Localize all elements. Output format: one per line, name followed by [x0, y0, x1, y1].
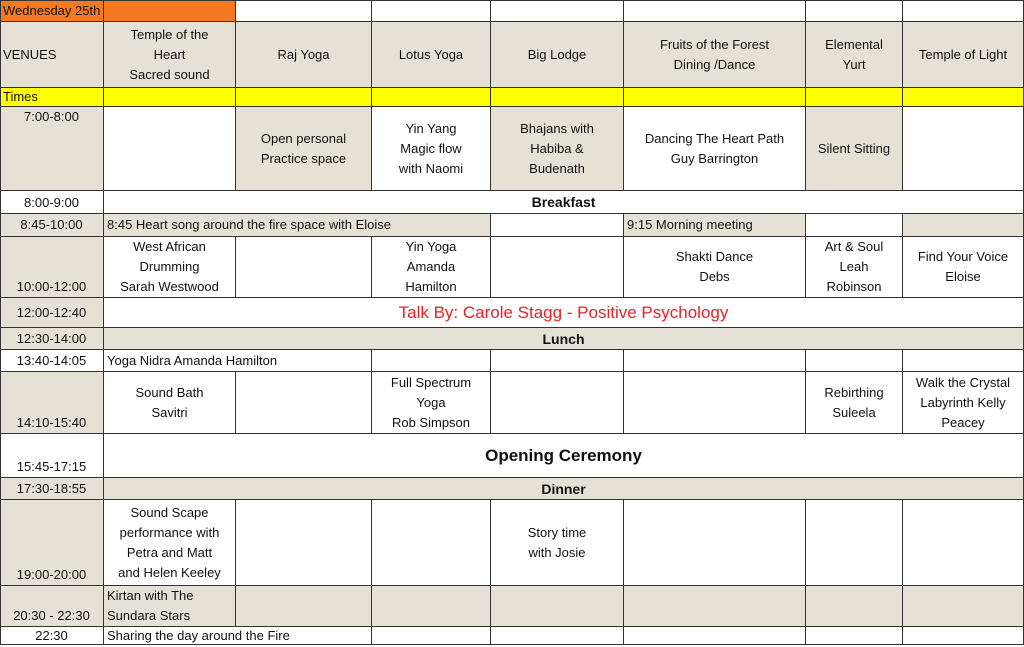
session-fruits-line: Shakti Dance [675, 249, 754, 264]
time-cell: 19:00-20:00 [0, 500, 104, 586]
session-lotus-line: Full Spectrum [390, 374, 472, 390]
time-cell: 14:10-15:40 [0, 372, 104, 434]
session-lodge [491, 500, 624, 586]
session-lodge [491, 372, 624, 434]
session-yurt [806, 372, 903, 434]
session-heart-line: Petra and Matt [126, 544, 213, 560]
session-yurt-line: Robinson [826, 279, 882, 294]
time-cell: 10:00-12:00 [0, 237, 104, 298]
blank-cell [624, 627, 806, 645]
session-lotus [372, 107, 491, 191]
blank-cell [491, 0, 624, 22]
session-lotus [372, 237, 491, 298]
session-lotus-line: Yin Yang [405, 120, 457, 136]
time-cell: 20:30 - 22:30 [0, 586, 104, 627]
session-heart [104, 500, 236, 586]
meal-breakfast: Breakfast [104, 191, 1024, 214]
venue-header-line: Lotus Yoga [398, 46, 464, 62]
time-cell: 12:30-14:00 [0, 328, 104, 350]
venue-header-line: Big Lodge [527, 46, 587, 62]
time-cell: 12:00-12:40 [0, 298, 104, 328]
session-light-line: Labyrinth Kelly [920, 394, 1006, 410]
venue-header [491, 22, 624, 88]
session-lodge-line: Story time [527, 524, 587, 540]
session-fruits: 9:15 Morning meeting [624, 214, 806, 237]
session-lodge-line: with Josie [528, 544, 586, 560]
times-fill [903, 88, 1024, 107]
session-light-line: Find Your Voice [917, 249, 1009, 264]
venue-header [624, 22, 806, 88]
session-raj-line: Open personal [260, 130, 347, 146]
venues-label: VENUES [0, 22, 104, 88]
session-light [903, 237, 1024, 298]
times-fill [624, 88, 806, 107]
session-lodge [491, 237, 624, 298]
session-light [903, 372, 1024, 434]
venue-header [104, 22, 236, 88]
opening-ceremony: Opening Ceremony [104, 434, 1024, 478]
blank-cell [903, 586, 1024, 627]
session-heart-line: Savitri [151, 404, 188, 420]
session-heart-line: West African [133, 239, 206, 254]
blank-cell [624, 0, 806, 22]
times-fill [104, 88, 236, 107]
session-raj-line: Practice space [260, 150, 347, 166]
session-light-line: Peacey [941, 414, 985, 430]
blank-cell [372, 350, 491, 372]
day-label-fill [104, 0, 236, 22]
time-cell: 7:00-8:00 [0, 107, 104, 191]
times-fill [806, 88, 903, 107]
time-cell: 8:45-10:00 [0, 214, 104, 237]
time-cell: 17:30-18:55 [0, 478, 104, 500]
session-lodge-line: Bhajans with [520, 120, 594, 136]
venue-header-line: Temple of the [130, 26, 209, 42]
session-raj [236, 237, 372, 298]
session-lodge-line: Budenath [529, 160, 585, 176]
blank-cell [236, 586, 372, 627]
meal-lunch: Lunch [104, 328, 1024, 350]
session-heart-line: Sound Bath [135, 384, 204, 400]
venue-header-line: Heart [153, 46, 186, 62]
blank-cell [491, 350, 624, 372]
session-light [903, 107, 1024, 191]
session-heart-line: Sundara Stars [107, 608, 191, 623]
time-cell: 8:00-9:00 [0, 191, 104, 214]
venue-header-line: Dining /Dance [673, 56, 756, 72]
session-heart-span: Yoga Nidra Amanda Hamilton [104, 350, 372, 372]
blank-cell [806, 0, 903, 22]
session-lodge-line: Habiba & [530, 140, 584, 156]
session-heart [104, 586, 236, 627]
session-heart [104, 372, 236, 434]
session-heart-line: Drumming [139, 259, 200, 274]
blank-cell [903, 627, 1024, 645]
session-yurt [806, 107, 903, 191]
venue-header [903, 22, 1024, 88]
session-lotus-line: Yin Yoga [405, 239, 457, 254]
times-fill [372, 88, 491, 107]
session-lotus-line: Yoga [416, 394, 446, 410]
venue-header-line: Raj Yoga [277, 46, 330, 62]
session-lotus-line: Rob Simpson [391, 414, 471, 430]
session-lotus-line: Amanda [406, 259, 456, 274]
session-yurt-line: Art & Soul [824, 239, 884, 254]
venue-header [236, 22, 372, 88]
session-light [903, 214, 1024, 237]
blank-cell [372, 586, 491, 627]
session-lotus [372, 372, 491, 434]
meal-dinner: Dinner [104, 478, 1024, 500]
session-fruits-line: Debs [699, 269, 730, 284]
session-heart-line: performance with [119, 524, 220, 540]
times-fill [491, 88, 624, 107]
session-heart-line: Sarah Westwood [120, 279, 219, 294]
venue-header-line: Fruits of the Forest [659, 36, 770, 52]
session-lodge [491, 107, 624, 191]
venue-header-line: Sacred sound [129, 66, 210, 82]
session-fruits-line: Guy Barrington [670, 150, 759, 166]
session-yurt [806, 500, 903, 586]
session-heart [104, 107, 236, 191]
time-cell: 22:30 [0, 627, 104, 645]
blank-cell [624, 586, 806, 627]
times-label: Times [0, 88, 104, 107]
session-lodge [491, 214, 624, 237]
time-cell: 13:40-14:05 [0, 350, 104, 372]
time-cell: 15:45-17:15 [0, 434, 104, 478]
blank-cell [624, 350, 806, 372]
venue-header-line: Temple of Light [918, 46, 1008, 62]
session-yurt-line: Suleela [832, 404, 876, 420]
session-fruits-line: Dancing The Heart Path [644, 130, 785, 146]
blank-cell [806, 586, 903, 627]
session-yurt [806, 237, 903, 298]
session-yurt-line: Rebirthing [824, 384, 884, 400]
blank-cell [806, 627, 903, 645]
session-heart-span: Sharing the day around the Fire [104, 627, 372, 645]
session-light-line: Eloise [945, 269, 981, 284]
blank-cell [903, 0, 1024, 22]
session-fruits [624, 107, 806, 191]
talk-banner: Talk By: Carole Stagg - Positive Psychology [104, 298, 1024, 328]
session-raj [236, 372, 372, 434]
blank-cell [903, 350, 1024, 372]
blank-cell [236, 0, 372, 22]
blank-cell [372, 627, 491, 645]
session-light-line: Walk the Crystal [915, 374, 1011, 390]
blank-cell [806, 350, 903, 372]
session-fruits [624, 372, 806, 434]
session-heart-line: Sound Scape [130, 504, 209, 520]
blank-cell [491, 627, 624, 645]
times-fill [236, 88, 372, 107]
session-fruits [624, 237, 806, 298]
venue-header [806, 22, 903, 88]
session-lotus-line: Magic flow [400, 140, 462, 156]
venue-header-line: Yurt [842, 56, 866, 72]
session-yurt-line: Silent Sitting [817, 140, 891, 156]
session-fruits [624, 500, 806, 586]
venue-header-line: Elemental [825, 36, 883, 52]
session-heart-line: and Helen Keeley [118, 564, 221, 580]
session-heart [104, 237, 236, 298]
session-lotus-line: with Naomi [398, 160, 464, 176]
session-yurt [806, 214, 903, 237]
session-lotus [372, 500, 491, 586]
session-lotus-line: Hamilton [405, 279, 457, 294]
venue-header [372, 22, 491, 88]
blank-cell [491, 586, 624, 627]
session-raj [236, 107, 372, 191]
day-label: Wednesday 25th [0, 0, 104, 22]
session-raj [236, 500, 372, 586]
blank-cell [372, 0, 491, 22]
session-heart-span: 8:45 Heart song around the fire space with Eloise [104, 214, 491, 237]
session-light [903, 500, 1024, 586]
session-heart-line: Kirtan with The [107, 588, 194, 603]
session-yurt-line: Leah [839, 259, 869, 274]
